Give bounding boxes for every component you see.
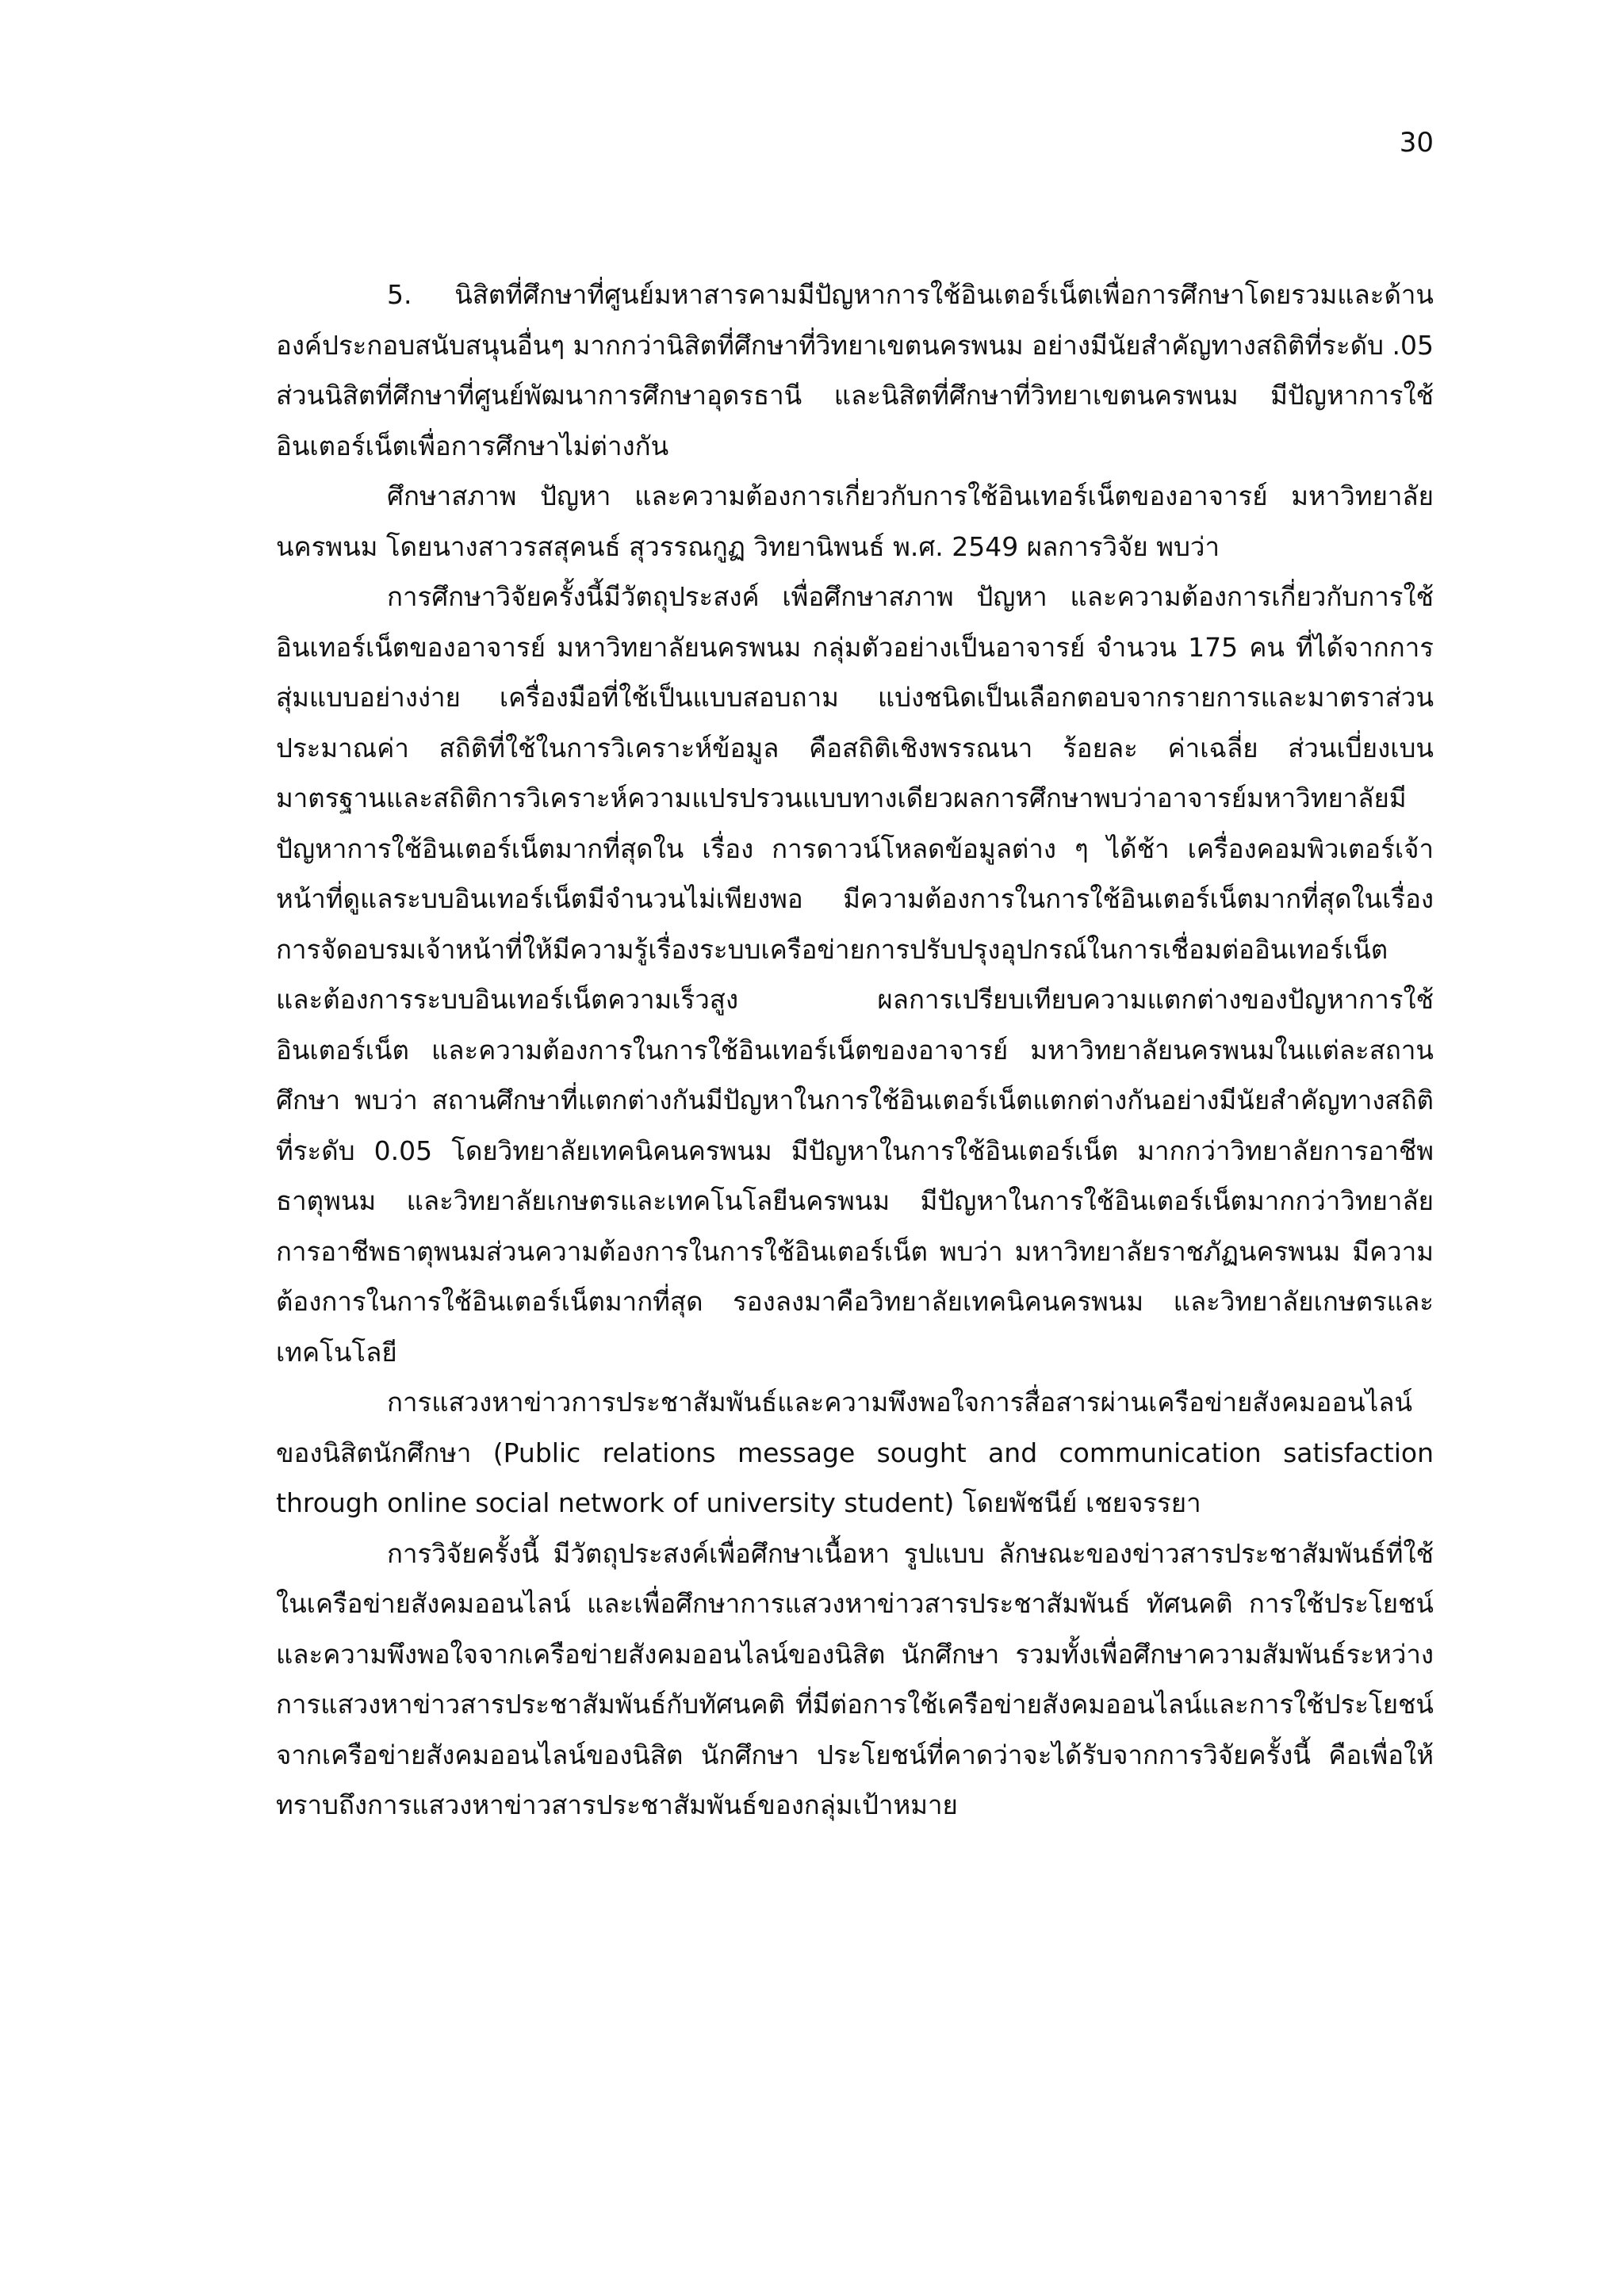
paragraph-study-summary-1: การศึกษาวิจัยครั้งนี้มีวัตถุประสงค์ เพื่อศึกษาสภาพ ปัญหา และความต้องการเกี่ยวกับการใช้อินเทอร์เน็ตของอาจารย์ มหาวิทยาลัยนครพนม กลุ่มตัวอย่างเป็นอาจารย์ จำนวน 175 คน ที่ได้จากการสุ่มแบบอย่างง่าย เครื่องมือที่ใช้เป็นแบบสอบถาม แบ่งชนิดเป็นเลือกตอบจากรายการและมาตราส่วนประมาณค่า สถิติที่ใช้ในการวิเคราะห์ข้อมูล คือสถิติเชิงพรรณนา ร้อยละ ค่าเฉลี่ย ส่วนเบี่ยงเบนมาตรฐานและสถิติการวิเคราะห์ความแปรปรวนแบบทางเดียวผลการศึกษาพบว่าอาจารย์มหาวิทยาลัยมีปัญหาการใช้อินเตอร์เน็ตมากที่สุดใน เรื่อง การดาวน์โหลดข้อมูลต่าง ๆ ได้ช้า เครื่องคอมพิวเตอร์เจ้าหน้าที่ดูแลระบบอินเทอร์เน็ตมีจำนวนไม่เพียงพอ มีความต้องการในการใช้อินเตอร์เน็ตมากที่สุดในเรื่อง การจัดอบรมเจ้าหน้าที่ให้มีความรู้เรื่องระบบเครือข่ายการปรับปรุงอุปกรณ์ในการเชื่อมต่ออินเทอร์เน็ตและต้องการระบบอินเทอร์เน็ตความเร็วสูง ผลการเปรียบเทียบความแตกต่างของปัญหาการใช้อินเตอร์เน็ต และความต้องการในการใช้อินเทอร์เน็ตของอาจารย์ มหาวิทยาลัยนครพนมในแต่ละสถานศึกษา พบว่า สถานศึกษาที่แตกต่างกันมีปัญหาในการใช้อินเตอร์เน็ตแตกต่างกันอย่างมีนัยสำคัญทางสถิติที่ระดับ 0.05 โดยวิทยาลัยเทคนิคนครพนม มีปัญหาในการใช้อินเตอร์เน็ต มากกว่าวิทยาลัยการอาชีพธาตุพนม และวิทยาลัยเกษตรและเทคโนโลยีนครพนม มีปัญหาในการใช้อินเตอร์เน็ตมากกว่าวิทยาลัยการอาชีพธาตุพนมส่วนความต้องการในการใช้อินเตอร์เน็ต พบว่า มหาวิทยาลัยราชภัฏนครพนม มีความต้องการในการใช้อินเตอร์เน็ตมากที่สุด รองลงมาคือวิทยาลัยเทคนิคนครพนม และวิทยาลัยเกษตรและเทคโนโลยี bbox=[276, 581, 1434, 1368]
page-number: 30 bbox=[1399, 127, 1434, 159]
document-body bbox=[276, 270, 1434, 1831]
paragraph-study-title-1: ศึกษาสภาพ ปัญหา และความต้องการเกี่ยวกับการใช้อินเทอร์เน็ตของอาจารย์ มหาวิทยาลัยนครพนม โดยนางสาวรสสุคนธ์ สุวรรณกูฏ วิทยานิพนธ์ พ.ศ. 2549 ผลการวิจัย พบว่า bbox=[276, 480, 1434, 562]
paragraph-finding-5: 5. นิสิตที่ศึกษาที่ศูนย์มหาสารคามมีปัญหาการใช้อินเตอร์เน็ตเพื่อการศึกษาโดยรวมและด้านองค์ประกอบสนับสนุนอื่นๆ มากกว่านิสิตที่ศึกษาที่วิทยาเขตนครพนม อย่างมีนัยสำคัญทางสถิติที่ระดับ .05 ส่วนนิสิตที่ศึกษาที่ศูนย์พัฒนาการศึกษาอุดรธานี และนิสิตที่ศึกษาที่วิทยาเขตนครพนม มีปัญหาการใช้อินเตอร์เน็ตเพื่อการศึกษาไม่ต่างกัน bbox=[276, 279, 1434, 461]
paragraph-study-summary-2: การวิจัยครั้งนี้ มีวัตถุประสงค์เพื่อศึกษาเนื้อหา รูปแบบ ลักษณะของข่าวสารประชาสัมพันธ์ที่ใช้ในเครือข่ายสังคมออนไลน์ และเพื่อศึกษาการแสวงหาข่าวสารประชาสัมพันธ์ ทัศนคติ การใช้ประโยชน์และความพึงพอใจจากเครือข่ายสังคมออนไลน์ของนิสิต นักศึกษา รวมทั้งเพื่อศึกษาความสัมพันธ์ระหว่างการแสวงหาข่าวสารประชาสัมพันธ์กับทัศนคติ ที่มีต่อการใช้เครือข่ายสังคมออนไลน์และการใช้ประโยชน์จากเครือข่ายสังคมออนไลน์ของนิสิต นักศึกษา ประโยชน์ที่คาดว่าจะได้รับจากการวิจัยครั้งนี้ คือเพื่อให้ทราบถึงการแสวงหาข่าวสารประชาสัมพันธ์ของกลุ่มเป้าหมาย bbox=[276, 1537, 1434, 1820]
paragraph-study-title-2: การแสวงหาข่าวการประชาสัมพันธ์และความพึงพอใจการสื่อสารผ่านเครือข่ายสังคมออนไลน์ของนิสิตนักศึกษา (Public relations message sought and communication satisfaction through online social network of university student) โดยพัชนีย์ เชยจรรยา bbox=[276, 1387, 1434, 1518]
